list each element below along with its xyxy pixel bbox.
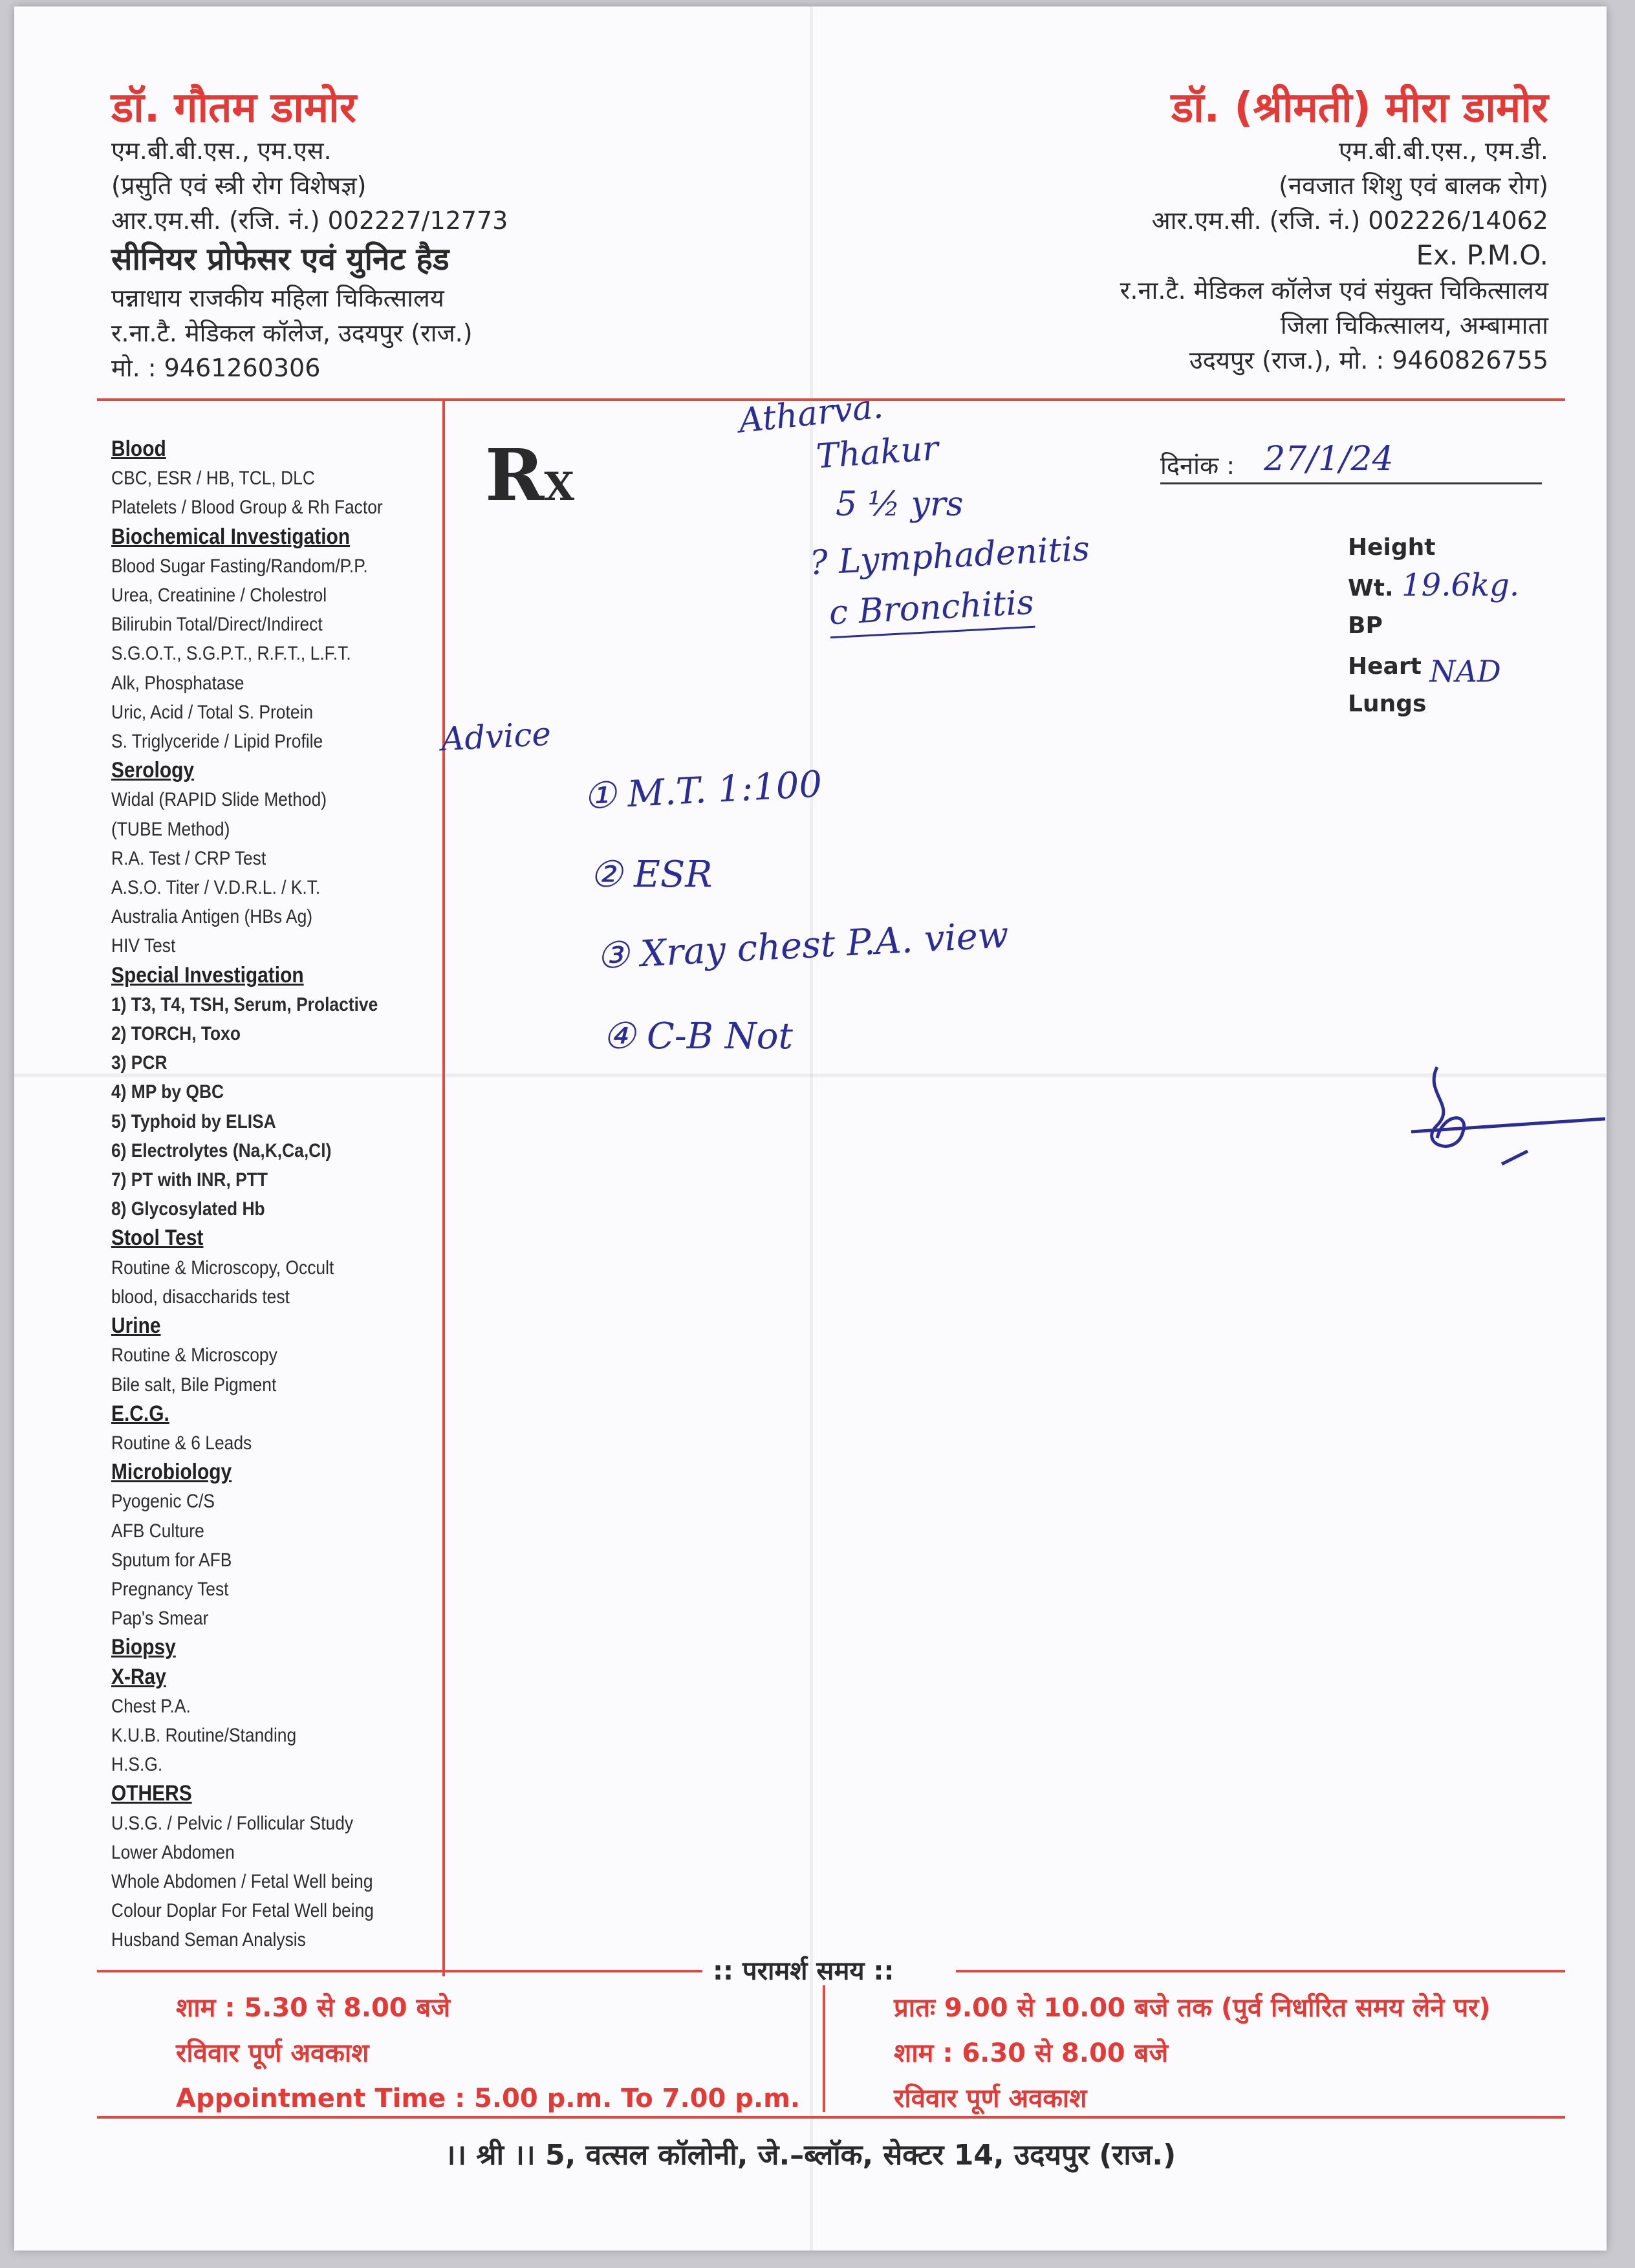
investigation-item: S. Triglyceride / Lipid Profile: [111, 731, 323, 753]
consultation-title: :: परामर्श समय ::: [713, 1956, 894, 1986]
doctor-right-details: [1120, 133, 1548, 378]
investigation-item: Sputum for AFB: [111, 1549, 232, 1571]
timing-sunday-left: रविवार पूर्ण अवकाश: [176, 2038, 369, 2068]
investigation-heading: Microbiology: [111, 1460, 232, 1485]
investigation-item: CBC, ESR / HB, TCL, DLC: [111, 468, 315, 490]
investigation-heading: Biopsy: [111, 1635, 176, 1660]
investigation-item: (TUBE Method): [111, 818, 230, 840]
timing-evening-left: शाम : 5.30 से 8.00 बजे: [176, 1993, 451, 2023]
rx-r: R: [485, 433, 545, 517]
doctor-signature: [1398, 1054, 1618, 1183]
investigation-item: blood, disaccharids test: [111, 1286, 290, 1308]
investigation-item: 4) MP by QBC: [111, 1081, 224, 1103]
investigation-item: Platelets / Blood Group & Rh Factor: [111, 497, 383, 519]
timings-divider: [823, 1985, 825, 2112]
investigation-heading: E.C.G.: [111, 1401, 169, 1426]
investigation-item: Routine & 6 Leads: [111, 1432, 252, 1454]
weight-label: Wt.: [1348, 575, 1394, 601]
height-label: Height: [1348, 534, 1436, 561]
doctor-left-college: र.ना.टै. मेडिकल कॉलेज, उदयपुर (राज.): [111, 319, 473, 347]
advice-label: Advice: [440, 715, 552, 759]
doctor-left-details: [111, 133, 508, 385]
diagnosis-1: ? Lymphadenitis: [808, 529, 1091, 583]
doctor-left-hospital: पन्नाधाय राजकीय महिला चिकित्सालय: [111, 284, 444, 312]
doctor-right-ex-pmo: Ex. P.M.O.: [1416, 239, 1548, 271]
investigation-item: Pregnancy Test: [111, 1578, 229, 1600]
investigation-item: H.S.G.: [111, 1754, 163, 1776]
investigation-heading: Special Investigation: [111, 962, 304, 988]
appointment-time: Appointment Time : 5.00 p.m. To 7.00 p.m.: [176, 2084, 800, 2113]
doctor-left-registration: आर.एम.सी. (रजि. नं.) 002227/12773: [111, 206, 508, 235]
investigation-heading: Urine: [111, 1313, 161, 1339]
doctor-right-name: डॉ. (श्रीमती) मीरा डामोर: [1171, 84, 1548, 132]
vitals-block: [1348, 529, 1519, 723]
investigation-heading: Biochemical Investigation: [111, 524, 351, 549]
prescription-sheet: [14, 6, 1607, 2251]
date-value: 27/1/24: [1264, 440, 1394, 479]
bp-label: BP: [1348, 612, 1383, 639]
patient-name-last: Thakur: [815, 429, 940, 477]
weight-row: [1348, 567, 1519, 607]
heart-lungs-value: NAD: [1429, 654, 1501, 689]
doctor-right-college: र.ना.टै. मेडिकल कॉलेज एवं संयुक्त चिकित्सालय: [1120, 276, 1548, 305]
advice-item-3: ③ Xray chest P.A. view: [595, 914, 1010, 978]
investigation-item: Bilirubin Total/Direct/Indirect: [111, 614, 323, 636]
rx-x: X: [544, 464, 574, 510]
doctor-right-degree: एम.बी.बी.एस., एम.डी.: [1338, 136, 1548, 165]
investigation-item: Bile salt, Bile Pigment: [111, 1374, 277, 1396]
investigation-item: Urea, Creatinine / Cholestrol: [111, 585, 327, 607]
fold-crease: [810, 6, 813, 2251]
doctor-left-mobile: मो. : 9461260306: [111, 354, 321, 382]
investigation-item: S.G.O.T., S.G.P.T., R.F.T., L.F.T.: [111, 643, 351, 665]
investigation-item: Routine & Microscopy: [111, 1345, 277, 1366]
patient-name-first: Atharva.: [737, 387, 885, 441]
doctor-right-specialty: (नवजात शिशु एवं बालक रोग): [1279, 171, 1548, 200]
investigation-item: Pyogenic C/S: [111, 1491, 215, 1513]
date-row: [1160, 440, 1542, 484]
doctor-left-name: डॉ. गौतम डामोर: [111, 84, 356, 132]
investigation-item: Pap's Smear: [111, 1608, 209, 1630]
investigation-item: 8) Glycosylated Hb: [111, 1198, 265, 1220]
investigation-heading: Blood: [111, 437, 166, 461]
investigation-heading: Stool Test: [111, 1226, 204, 1251]
investigation-item: Uric, Acid / Total S. Protein: [111, 701, 314, 723]
doctor-left-degree: एम.बी.बी.एस., एम.एस.: [111, 136, 332, 165]
investigation-item: Widal (RAPID Slide Method): [111, 789, 327, 811]
timing-evening-right: शाम : 6.30 से 8.00 बजे: [894, 2038, 1169, 2068]
date-label: दिनांक :: [1160, 451, 1235, 480]
lungs-label: Lungs: [1348, 691, 1427, 717]
investigation-item: U.S.G. / Pelvic / Follicular Study: [111, 1812, 354, 1834]
investigation-item: R.A. Test / CRP Test: [111, 847, 266, 869]
investigation-heading: X-Ray: [111, 1664, 166, 1689]
diagnosis-2: c Bronchitis: [828, 583, 1035, 638]
investigation-item: 1) T3, T4, TSH, Serum, Prolactive: [111, 993, 378, 1015]
patient-age: 5 ½ yrs: [836, 485, 964, 524]
timings-left: [176, 1985, 800, 2121]
investigation-item: Lower Abdomen: [111, 1841, 235, 1863]
doctor-right-mobile: उदयपुर (राज.), मो. : 9460826755: [1189, 346, 1548, 374]
doctor-left-title: सीनियर प्रोफेसर एवं युनिट हैड: [111, 241, 449, 277]
investigation-item: 3) PCR: [111, 1052, 168, 1074]
heart-row: [1348, 645, 1519, 689]
investigations-list: [111, 435, 460, 1955]
advice-item-4: ④ C-B Not: [603, 1015, 793, 1057]
timing-morning-right: प्रातः 9.00 से 10.00 बजे तक (पुर्व निर्धारित समय लेने पर): [894, 1993, 1491, 2023]
investigation-heading: OTHERS: [111, 1781, 192, 1806]
investigation-item: AFB Culture: [111, 1520, 204, 1542]
timings-right: [894, 1985, 1491, 2121]
weight-value: 19.6kg.: [1402, 567, 1520, 603]
investigation-item: 6) Electrolytes (Na,K,Ca,Cl): [111, 1139, 332, 1161]
investigation-item: 2) TORCH, Toxo: [111, 1023, 241, 1045]
investigation-item: Australia Antigen (HBs Ag): [111, 906, 313, 928]
heart-label: Heart: [1348, 653, 1422, 680]
investigation-item: Colour Doplar For Fetal Well being: [111, 1900, 374, 1922]
clinic-address: ।। श्री ।। 5, वत्सल कॉलोनी, जे.–ब्लॉक, सेक्टर 14, उदयपुर (राज.): [444, 2139, 1176, 2172]
investigation-item: A.S.O. Titer / V.D.R.L. / K.T.: [111, 877, 321, 899]
doctor-right-registration: आर.एम.सी. (रजि. नं.) 002226/14062: [1151, 206, 1548, 235]
investigation-item: 7) PT with INR, PTT: [111, 1169, 268, 1191]
investigation-item: Alk, Phosphatase: [111, 672, 244, 694]
rx-symbol: [485, 433, 574, 517]
investigation-item: Husband Seman Analysis: [111, 1929, 306, 1951]
investigation-heading: Serology: [111, 758, 195, 783]
investigation-item: Routine & Microscopy, Occult: [111, 1257, 334, 1279]
investigation-item: 5) Typhoid by ELISA: [111, 1110, 276, 1132]
advice-item-2: ② ESR: [590, 854, 713, 896]
footer-divider-right: [956, 1970, 1565, 1972]
doctor-left-specialty: (प्रसुति एवं स्त्री रोग विशेषज्ञ): [111, 171, 367, 200]
investigation-item: HIV Test: [111, 935, 176, 957]
investigation-item: Blood Sugar Fasting/Random/P.P.: [111, 555, 368, 577]
investigation-item: Chest P.A.: [111, 1695, 191, 1717]
investigation-item: Whole Abdomen / Fetal Well being: [111, 1870, 373, 1892]
investigation-item: K.U.B. Routine/Standing: [111, 1724, 297, 1746]
doctor-right-hospital: जिला चिकित्सालय, अम्बामाता: [1280, 311, 1548, 340]
advice-item-1: ① M.T. 1:100: [582, 763, 823, 818]
timing-sunday-right: रविवार पूर्ण अवकाश: [894, 2084, 1087, 2113]
footer-divider-left: [97, 1970, 702, 1972]
